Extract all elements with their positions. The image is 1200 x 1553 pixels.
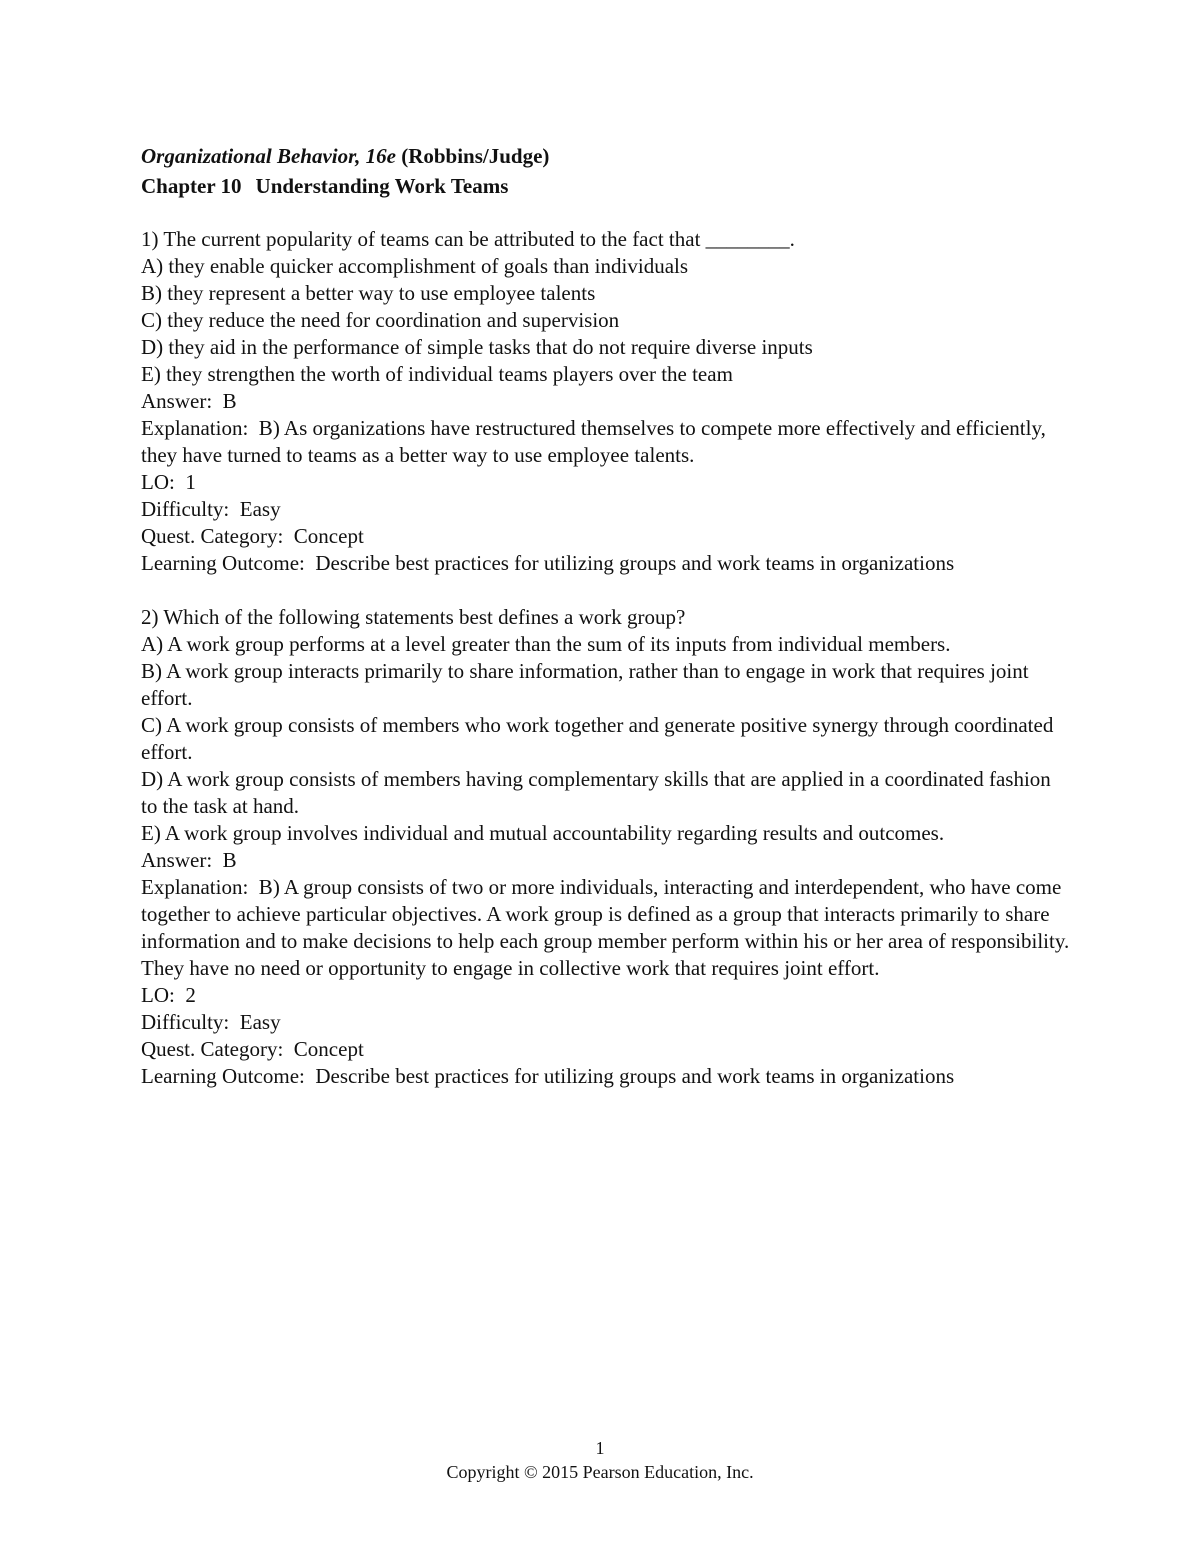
- explanation: Explanation: B) As organizations have restructured themselves to compete more effectively and efficiently, they have turned to teams as a better way to use employee talents.: [141, 416, 1052, 467]
- question-category: Quest. Category: Concept: [141, 1037, 364, 1061]
- learning-outcome: Learning Outcome: Describe best practices for utilizing groups and work teams in organizations: [141, 1064, 955, 1088]
- answer-option: B) A work group interacts primarily to share information, rather than to engage in work that requires joint effort.: [141, 659, 1034, 710]
- question-category: Quest. Category: Concept: [141, 524, 364, 548]
- page-content: [141, 141, 1075, 1117]
- explanation: Explanation: B) A group consists of two or more individuals, interacting and interdependent, who have come together to achieve particular objectives. A work group is defined as a group that interacts primarily to share information and to make decisions to help each group member perform within his or her area of responsibility. They have no need or opportunity to engage in collective work that requires joint effort.: [141, 875, 1075, 980]
- answer-option: C) they reduce the need for coordination and supervision: [141, 308, 620, 332]
- question-1: [141, 226, 1071, 577]
- answer-key: Answer: B: [141, 848, 237, 872]
- difficulty: Difficulty: Easy: [141, 497, 281, 521]
- chapter-title: [141, 171, 1071, 201]
- answer-option: D) A work group consists of members having complementary skills that are applied in a coordinated fashion to the task at hand.: [141, 767, 1057, 818]
- answer-option: A) A work group performs at a level greater than the sum of its inputs from individual members.: [141, 632, 951, 656]
- answer-option: C) A work group consists of members who work together and generate positive synergy through coordinated effort.: [141, 713, 1059, 764]
- book-title-authors: (Robbins/Judge): [401, 144, 550, 168]
- page-number: 1: [595, 1438, 605, 1458]
- answer-option: E) they strengthen the worth of individual teams players over the team: [141, 362, 733, 386]
- learning-objective: LO: 2: [141, 983, 196, 1007]
- question-2: [141, 604, 1075, 1090]
- book-title-name: Organizational Behavior, 16e: [141, 144, 396, 168]
- answer-option: D) they aid in the performance of simple tasks that do not require diverse inputs: [141, 335, 813, 359]
- difficulty: Difficulty: Easy: [141, 1010, 281, 1034]
- book-title: [141, 141, 1071, 171]
- question-stem: 1) The current popularity of teams can be attributed to the fact that ________.: [141, 227, 795, 251]
- learning-outcome: Learning Outcome: Describe best practices for utilizing groups and work teams in organizations: [141, 551, 955, 575]
- question-stem: 2) Which of the following statements best defines a work group?: [141, 605, 686, 629]
- copyright-notice: Copyright © 2015 Pearson Education, Inc.: [446, 1462, 754, 1482]
- answer-option: A) they enable quicker accomplishment of goals than individuals: [141, 254, 689, 278]
- chapter-name: Understanding Work Teams: [255, 174, 509, 198]
- answer-option: E) A work group involves individual and mutual accountability regarding results and outcomes.: [141, 821, 945, 845]
- answer-option: B) they represent a better way to use employee talents: [141, 281, 596, 305]
- answer-key: Answer: B: [141, 389, 237, 413]
- learning-objective: LO: 1: [141, 470, 196, 494]
- chapter-label: Chapter 10: [141, 174, 242, 198]
